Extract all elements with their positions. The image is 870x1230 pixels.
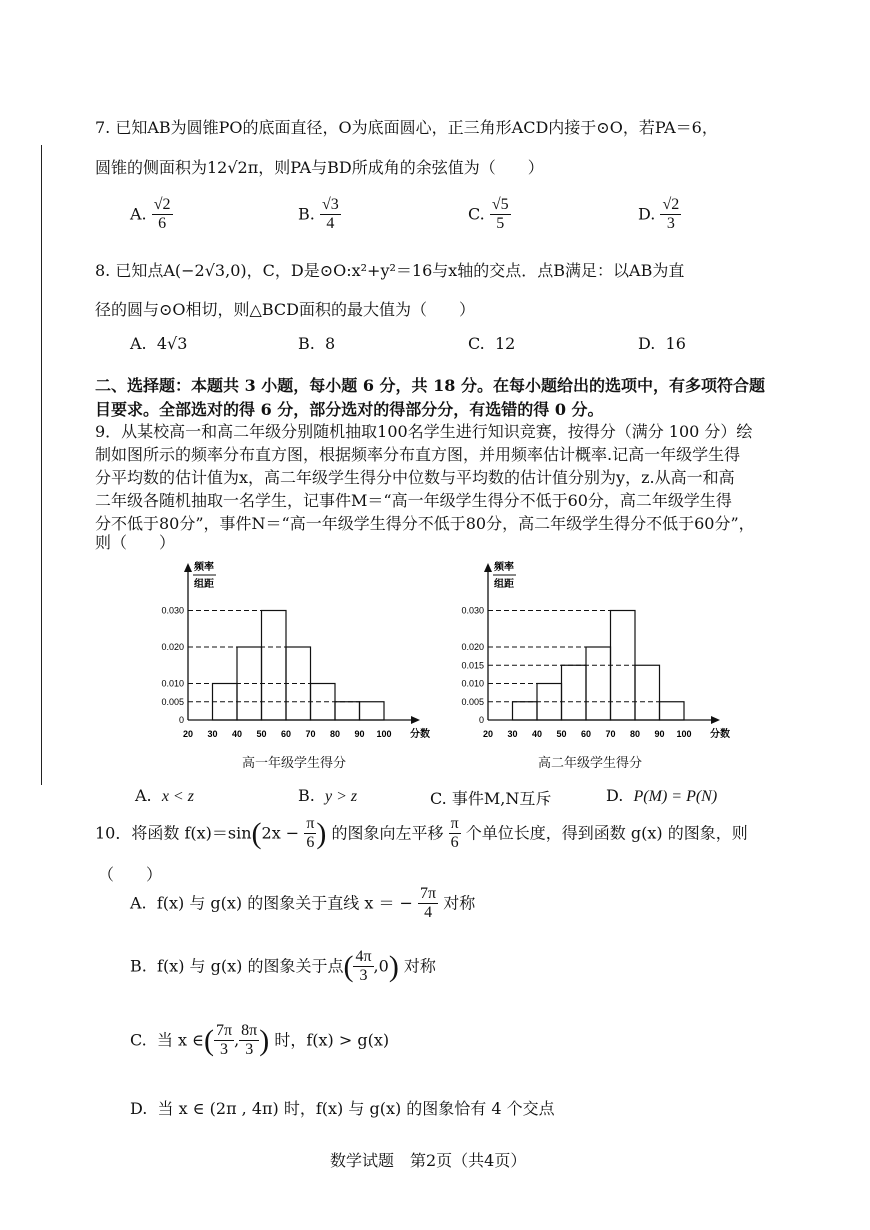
q10-c-den2: 3 — [245, 1041, 254, 1059]
q9-stem-line5: 分不低于80分”，事件N＝“高一年级学生得分不低于80分，高二年级学生得分不低于60分”， — [95, 514, 755, 533]
chart1-bar-5 — [335, 702, 360, 720]
q9-stem-line2: 制如图所示的频率分布直方图，根据频率分布直方图，并用频率估计概率.记高一年级学生得 — [95, 445, 741, 464]
q10-option-b-label: B. — [130, 956, 147, 976]
q10-b-num: 4π — [353, 948, 373, 967]
q7-d-denominator: 3 — [666, 215, 675, 233]
q10-stem-part-a: 10．将函数 f(x)＝sin — [95, 823, 252, 843]
q10-option-b-pre: f(x) 与 g(x) 的图象关于点 — [157, 956, 344, 976]
q10-a-num: 7π — [418, 885, 438, 904]
chart1-ylabel-bottom: 组距 — [194, 579, 214, 590]
q9-stem-line4: 二年级各随机抽取一名学生，记事件M＝“高一年级学生得分不低于60分，高二年级学生得 — [95, 491, 732, 510]
q10-option-c-post: 时，f(x) > g(x) — [274, 1030, 390, 1050]
q9-option-a[interactable] — [135, 786, 194, 806]
chart1-xtick-label-4: 60 — [280, 729, 292, 739]
q10-option-d-text: 当 x ∈ (2π , 4π) 时，f(x) 与 g(x) 的图象恰有 4 个交点 — [157, 1099, 555, 1118]
chart2-bar-3 — [586, 647, 611, 720]
q10-stem-part-b: 的图象向左平移 — [331, 823, 444, 843]
chart1-xtick-label-1: 30 — [207, 729, 218, 739]
q10-stem-shift-den: 6 — [306, 834, 315, 852]
q7-option-c[interactable] — [468, 196, 511, 234]
q10-stem-move-fraction — [449, 815, 461, 853]
q9-stem-line3: 分平均数的估计值为x，高二年级学生得分中位数与平均数的估计值分别为y，z.从高一和高 — [95, 468, 735, 487]
q10-c-num1: 7π — [214, 1022, 234, 1041]
chart1-bar-4 — [311, 684, 336, 721]
q9-option-d-text: P(M) = P(N) — [633, 788, 718, 805]
q9-option-b-label: B. — [298, 786, 315, 805]
q7-option-c-fraction — [490, 196, 511, 234]
chart2-xtick-label-1: 30 — [507, 729, 518, 739]
chart1-ytick-label-4: 0.030 — [161, 605, 184, 616]
chart2-ytick-label-5: 0.030 — [461, 605, 484, 616]
q7-stem-line1: 7. 已知AB为圆锥PO的底面直径，O为底面圆心，正三角形ACD内接于⊙O，若PA＝6， — [95, 118, 718, 137]
chart1-xtick-label-0: 20 — [182, 729, 194, 739]
q9-option-d[interactable] — [606, 786, 717, 806]
chart2-xtick-label-7: 90 — [654, 729, 665, 739]
q10-option-c-fraction-2 — [239, 1022, 259, 1060]
q7-c-denominator: 5 — [496, 215, 505, 233]
q10-option-b[interactable]: B. f(x) 与 g(x) 的图象关于点( $\frac{4\pi}{3}$ ,0) 对称 — [130, 948, 436, 985]
binding-margin-line — [41, 145, 42, 785]
chart2-xtick-label-6: 80 — [629, 729, 641, 739]
chart2-xlabel: 分数 — [710, 729, 730, 740]
chart1-title: 高一年级学生得分 — [242, 755, 347, 770]
chart2-ytick-label-3: 0.015 — [461, 660, 484, 671]
q10-option-b-mid: ,0 — [373, 956, 389, 976]
q7-option-a-label: A. — [130, 204, 147, 224]
chart2-xtick-label-3: 50 — [556, 729, 567, 739]
chart2-bar-2 — [562, 665, 587, 720]
q10-option-c[interactable]: C. 当 x ∈( $\frac{7\pi}{3}$ , $\frac{8\pi}{3}$ ) 时，f(x) > g(x) — [130, 1022, 390, 1059]
histogram-grade10 — [150, 555, 440, 770]
chart2-bar-5 — [635, 665, 660, 720]
chart2-xtick-label-4: 60 — [580, 729, 592, 739]
chart2-xtick-label-5: 70 — [605, 729, 616, 739]
chart2-ytick-label-2: 0.010 — [461, 678, 484, 689]
q10-stem-move-den: 6 — [450, 834, 459, 852]
chart1-xtick-label-6: 80 — [329, 729, 341, 739]
q8-option-b-label: B. — [298, 334, 315, 353]
q10-option-d-label: D. — [130, 1099, 148, 1118]
chart2-ylabel-top: 频率 — [494, 562, 514, 573]
section2-instructions-line2: 目要求。全部选对的得 6 分，部分选对的得部分分，有选错的得 0 分。 — [95, 400, 604, 419]
q10-option-b-fraction — [353, 948, 373, 986]
chart2-xtick-label-0: 20 — [482, 729, 494, 739]
q7-d-numerator: √2 — [660, 196, 681, 215]
q10-option-c-label: C. — [130, 1030, 147, 1050]
q8-stem-line2: 径的圆与⊙O相切，则△BCD面积的最大值为（ ） — [95, 300, 475, 319]
q9-option-b[interactable] — [298, 786, 357, 806]
chart1-bar-2 — [262, 611, 287, 721]
q9-option-a-label: A. — [135, 786, 152, 805]
q9-option-c-label: C. — [430, 789, 447, 808]
chart1-y-axis-arrow — [184, 563, 192, 572]
chart1-xlabel: 分数 — [410, 729, 430, 740]
chart2-ytick-label-0: 0 — [478, 715, 484, 725]
chart2-x-axis-arrow — [711, 716, 720, 724]
chart2-ylabel-bottom: 组距 — [494, 579, 514, 590]
q10-c-num2: 8π — [239, 1022, 259, 1041]
chart1-xtick-label-3: 50 — [256, 729, 267, 739]
q9-stem-line6: 则（ ） — [95, 533, 176, 552]
q8-option-c[interactable] — [468, 334, 515, 353]
chart1-bar-6 — [360, 702, 385, 720]
q10-option-b-post: 对称 — [403, 956, 436, 976]
q8-option-a[interactable] — [130, 334, 187, 353]
q7-option-d[interactable] — [638, 196, 681, 234]
chart1-xtick-label-7: 90 — [354, 729, 365, 739]
chart2-bar-6 — [660, 702, 685, 720]
q10-option-c-fraction-1 — [214, 1022, 234, 1060]
q9-option-b-text: y > z — [325, 788, 358, 805]
chart2-xtick-label-8: 100 — [676, 729, 692, 739]
histogram-grade11 — [450, 555, 740, 770]
chart1-x-axis-arrow — [411, 716, 420, 724]
q8-option-c-text: 12 — [494, 334, 516, 353]
q9-stem-line1: 9．从某校高一和高二年级分别随机抽取100名学生进行知识竞赛，按得分（满分 100 分）绘 — [95, 422, 753, 441]
q10-option-a[interactable] — [130, 885, 475, 923]
chart2-ytick-label-4: 0.020 — [461, 642, 484, 652]
chart2-bar-0 — [513, 702, 538, 720]
chart2-y-axis-arrow — [484, 563, 492, 572]
q10-a-den: 4 — [424, 904, 433, 922]
q10-stem-part-c: 个单位长度，得到函数 g(x) 的图象，则 — [465, 823, 748, 843]
q8-option-d-label: D. — [638, 334, 656, 353]
chart1-xtick-label-2: 40 — [231, 729, 243, 739]
q7-a-numerator: √2 — [152, 196, 173, 215]
q8-option-b-text: 8 — [325, 334, 336, 353]
q10-option-a-pre: f(x) 与 g(x) 的图象关于直线 x ＝ − — [156, 893, 413, 913]
chart1-ytick-label-0: 0 — [178, 715, 184, 725]
q10-stem-arg: 2x − — [261, 823, 300, 843]
q7-option-a[interactable] — [130, 196, 173, 234]
q8-option-c-label: C. — [468, 334, 485, 353]
chart2-xtick-label-2: 40 — [531, 729, 543, 739]
q7-option-b-fraction — [320, 196, 341, 234]
q7-option-d-fraction — [660, 196, 681, 234]
q7-option-a-fraction — [152, 196, 173, 234]
chart1-xtick-label-8: 100 — [376, 729, 392, 739]
chart2-ytick-label-1: 0.005 — [461, 696, 484, 707]
q8-option-d[interactable] — [638, 334, 686, 353]
q8-option-a-label: A. — [130, 334, 147, 353]
chart1-ytick-label-2: 0.010 — [161, 678, 184, 689]
q7-a-denominator: 6 — [158, 215, 167, 233]
q10-option-a-post: 对称 — [443, 893, 476, 913]
chart2-bar-4 — [611, 611, 636, 721]
q9-option-a-text: x < z — [161, 788, 194, 805]
chart1-ytick-label-3: 0.020 — [161, 642, 184, 652]
q7-option-c-label: C. — [468, 204, 485, 224]
q10-stem-shift-fraction — [304, 815, 316, 853]
q8-option-d-text: 16 — [665, 334, 686, 353]
chart1-bar-3 — [286, 647, 311, 720]
q8-option-a-text: 4√3 — [156, 334, 188, 353]
q9-option-d-label: D. — [606, 786, 624, 805]
chart1-ylabel-top: 频率 — [194, 562, 214, 573]
q10-stem-line1: 10．将函数 f(x)＝sin(2x − $\frac{\pi}{6}$ ) 的图象向左平移 $\frac{\pi}{6}$ 个单位长度，得到函数 g(x) 的图象，则 — [95, 815, 748, 852]
q10-option-a-fraction — [418, 885, 438, 923]
q7-b-denominator: 4 — [326, 215, 335, 233]
q10-stem-shift-num: π — [304, 815, 316, 834]
q7-b-numerator: √3 — [320, 196, 341, 215]
q7-option-b-label: B. — [298, 204, 315, 224]
q9-option-c[interactable] — [430, 786, 551, 809]
chart2-title: 高二年级学生得分 — [538, 755, 643, 770]
q10-c-den1: 3 — [220, 1041, 229, 1059]
q8-stem-line1: 8. 已知点A(−2√3,0)，C，D是⊙O:x²+y²＝16与x轴的交点．点B满足：以AB为直 — [95, 261, 685, 280]
q10-option-d[interactable] — [130, 1096, 555, 1119]
q10-option-a-label: A. — [130, 893, 147, 913]
q9-option-c-text: 事件M,N互斥 — [451, 789, 552, 808]
q10-option-c-pre: 当 x ∈ — [156, 1030, 204, 1050]
q7-option-b[interactable] — [298, 196, 341, 234]
q10-b-den: 3 — [359, 967, 368, 985]
page-footer: 数学试题 第2页（共4页） — [330, 1151, 527, 1170]
q8-option-b[interactable] — [298, 334, 335, 353]
q7-stem-line2: 圆锥的侧面积为12√2π，则PA与BD所成角的余弦值为（ ） — [95, 158, 544, 177]
section2-instructions-line1: 二、选择题：本题共 3 小题，每小题 6 分，共 18 分。在每小题给出的选项中，有多项符合题 — [95, 376, 765, 395]
chart1-xtick-label-5: 70 — [305, 729, 316, 739]
chart1-ytick-label-1: 0.005 — [161, 696, 184, 707]
q10-stem-move-num: π — [449, 815, 461, 834]
q7-option-d-label: D. — [638, 204, 656, 224]
q10-stem-line2: （ ） — [98, 865, 163, 884]
q7-c-numerator: √5 — [490, 196, 511, 215]
